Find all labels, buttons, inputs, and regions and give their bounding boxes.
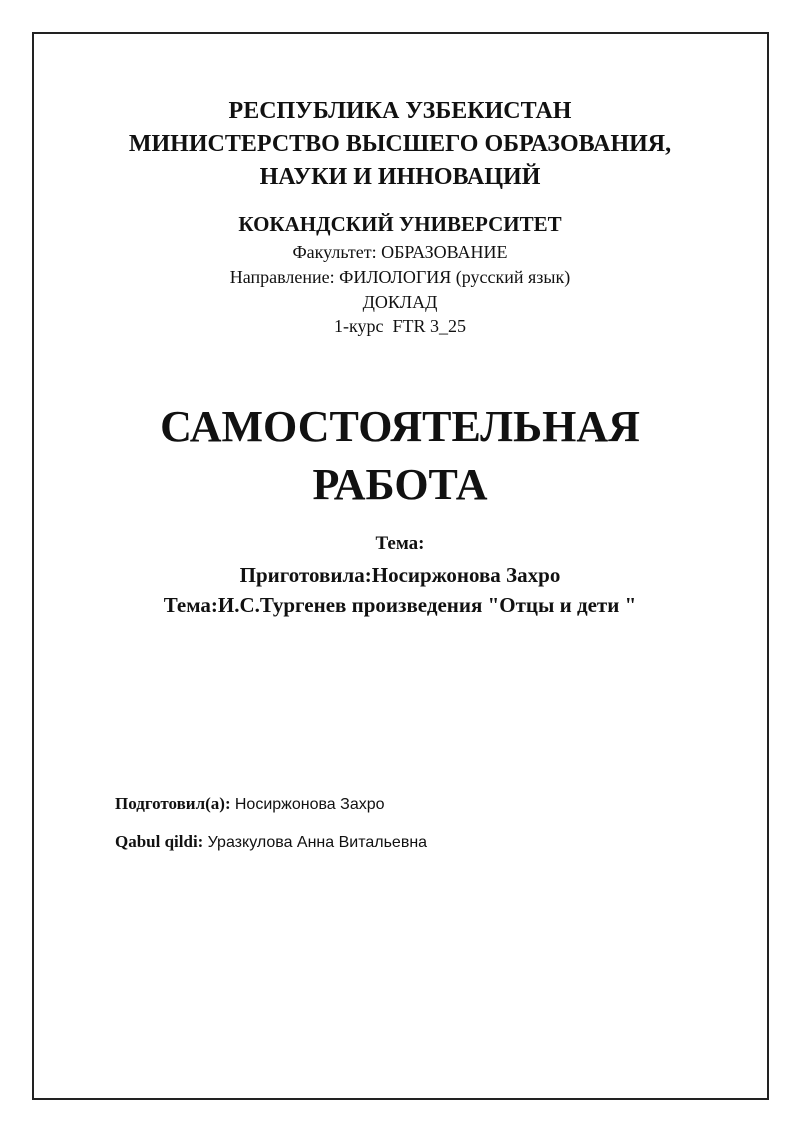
title-line-2: РАБОТА <box>312 460 488 509</box>
prepared-by-heading: Приготовила:Носиржонова Захро <box>239 563 561 587</box>
accepted-label: Qabul qildi: <box>115 832 204 851</box>
header-ministry: МИНИСТЕРСТВО ВЫСШЕГО ОБРАЗОВАНИЯ, <box>128 131 672 157</box>
prepared-label: Подготовил(а): <box>115 794 231 813</box>
university-name: КОКАНДСКИЙ УНИВЕРСИТЕТ <box>238 212 562 236</box>
topic-label: Тема: <box>375 533 425 554</box>
topic-theme: Тема:И.С.Тургенев произведения "Отцы и дети " <box>163 593 637 617</box>
accepted-signature <box>115 832 427 852</box>
header-country: РЕСПУБЛИКА УЗБЕКИСТАН <box>228 98 572 124</box>
prepared-value: Носиржонова Захро <box>234 796 385 813</box>
faculty-line: Факультет: ОБРАЗОВАНИЕ <box>292 242 508 262</box>
header-ministry-cont: НАУКИ И ИННОВАЦИЙ <box>259 164 541 190</box>
direction-line: Направление: ФИЛОЛОГИЯ (русский язык) <box>229 267 571 287</box>
accepted-value: Уразкулова Анна Витальевна <box>207 834 428 851</box>
title-line-1: САМОСТОЯТЕЛЬНАЯ <box>160 402 640 451</box>
doc-type: ДОКЛАД <box>362 292 438 312</box>
prepared-signature <box>115 794 385 814</box>
course-line: 1-курс FTR 3_25 <box>334 316 466 336</box>
